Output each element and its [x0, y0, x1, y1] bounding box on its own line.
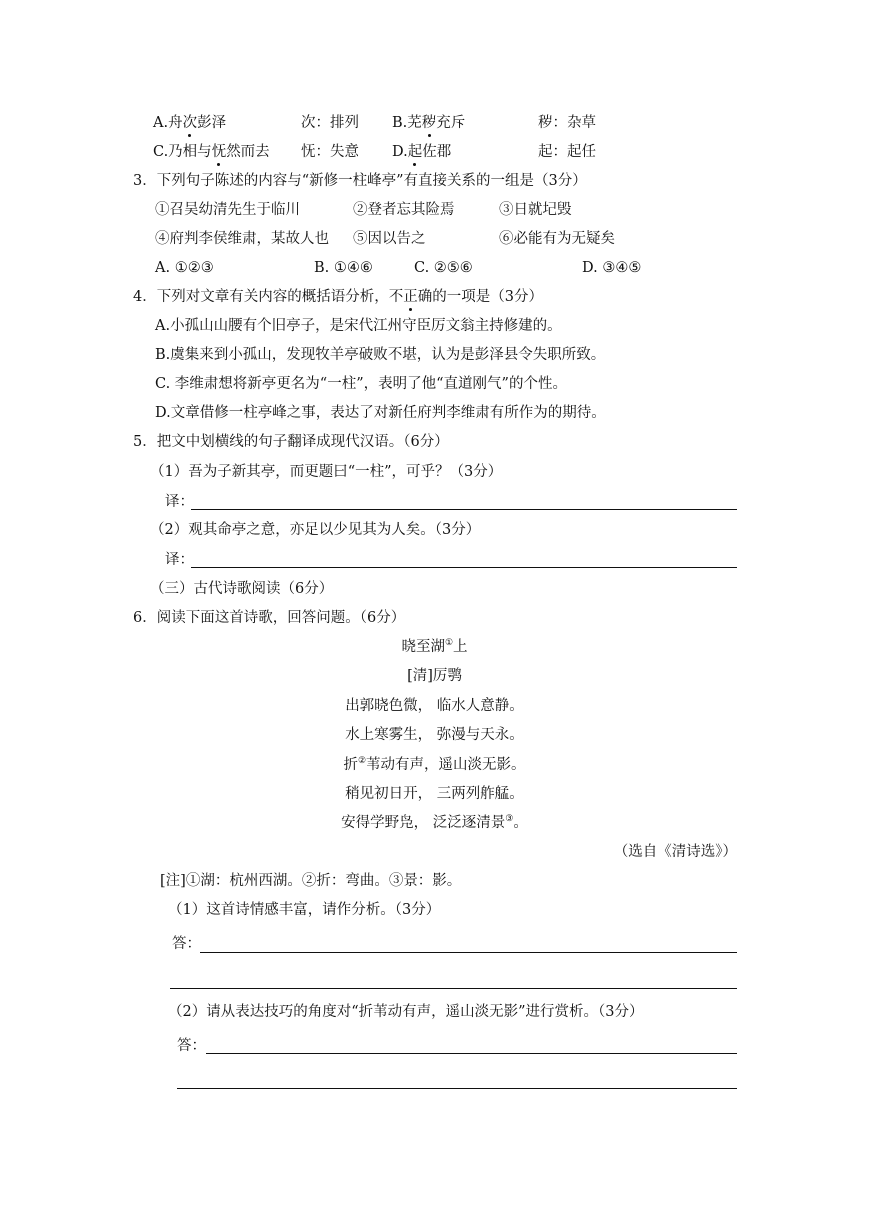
q2-option-b-gloss: 秽：杂草: [538, 115, 596, 131]
q4-stem: 4．下列对文章有关内容的概括语分析，不正确的一项是（3分）: [133, 289, 543, 305]
q5-answer-line-2[interactable]: [191, 567, 737, 568]
poem-title: 晓至湖①上: [401, 638, 468, 655]
q3-choice-c: C. ②⑤⑥: [414, 260, 473, 276]
q3-item-1: ①召吴幼清先生于临川: [155, 202, 300, 218]
q6-stem: 6．阅读下面这首诗歌，回答问题。（6分）: [133, 610, 406, 626]
q6-answer-line-1b[interactable]: [170, 988, 737, 989]
q2-option-a-gloss: 次：排列: [301, 115, 359, 131]
q5-answer-label-2: 译：: [165, 552, 194, 568]
q3-choice-a: A. ①②③: [155, 260, 214, 276]
poem-line-1: 出郭晓色微， 临水人意静。: [345, 698, 524, 714]
q6-answer-label-2: 答：: [177, 1038, 206, 1054]
q3-choice-b: B. ①④⑥: [314, 260, 373, 276]
q2-option-d: D.起佐郡: [392, 144, 452, 160]
poem-source: （选自《清诗选》）: [613, 844, 737, 860]
q3-item-5: ⑤因以告之: [353, 231, 426, 247]
poem-line-3: 折②苇动有声，遥山淡无影。: [343, 756, 526, 773]
q4-option-b: B.虞集来到小孤山，发现牧羊亭破败不堪，认为是彭泽县令失职所致。: [155, 347, 606, 363]
q6-sub2: （2）请从表达技巧的角度对“折苇动有声，遥山淡无影”进行赏析。（3分）: [168, 1004, 644, 1020]
q4-stem-emphasis: 不正确: [388, 289, 433, 305]
q4-option-c: C. 李维肃想将新亭更名为“一柱”，表明了他“直道刚气”的个性。: [155, 376, 567, 392]
q3-choice-d: D. ③④⑤: [582, 260, 642, 276]
poem-author: [清]厉鹗: [407, 668, 462, 684]
q6-answer-line-2a[interactable]: [206, 1053, 737, 1054]
q5-answer-line-1[interactable]: [191, 509, 737, 510]
q3-item-4: ④府判李侯维肃，某故人也: [155, 231, 329, 247]
poem-line-2: 水上寒雾生， 弥漫与天永。: [345, 727, 524, 743]
poem-line-5: 安得学野凫， 泛泛逐清景③。: [341, 814, 528, 831]
q2-option-c-gloss: 怃：失意: [301, 144, 359, 160]
q2-option-d-gloss: 起：起任: [538, 144, 596, 160]
q3-stem: 3．下列句子陈述的内容与“新修一柱峰亭”有直接关系的一组是（3分）: [133, 173, 587, 189]
q6-answer-line-1a[interactable]: [200, 952, 737, 953]
q5-sub1: （1）吾为子新其亭，而更题曰“一柱”，可乎？（3分）: [150, 464, 503, 480]
q2-option-c: C.乃相与怃然而去: [153, 144, 270, 160]
poem-line-4: 稍见初日开， 三两列舴艋。: [345, 786, 524, 802]
q5-sub2: （2）观其命亭之意，亦足以少见其为人矣。（3分）: [150, 522, 481, 538]
q4-option-d: D.文章借修一柱亭峰之事，表达了对新任府判李维肃有所作为的期待。: [155, 405, 606, 421]
section-3-heading: （三）古代诗歌阅读（6分）: [150, 581, 334, 597]
q2-option-a: A.舟次彭泽: [153, 115, 227, 131]
poem-notes: [注]①湖：杭州西湖。②折：弯曲。③景：影。: [160, 873, 462, 889]
q5-answer-label-1: 译：: [165, 494, 194, 510]
q6-answer-label-1: 答：: [172, 936, 201, 952]
q5-stem: 5．把文中划横线的句子翻译成现代汉语。（6分）: [133, 434, 449, 450]
q6-answer-line-2b[interactable]: [177, 1088, 737, 1089]
q6-sub1: （1）这首诗情感丰富，请作分析。（3分）: [168, 902, 441, 918]
q3-item-3: ③日就圮毁: [499, 202, 572, 218]
q3-item-2: ②登者忘其险焉: [353, 202, 455, 218]
q3-item-6: ⑥必能有为无疑矣: [499, 231, 615, 247]
q4-option-a: A.小孤山山腰有个旧亭子，是宋代江州守臣厉文翁主持修建的。: [155, 318, 562, 334]
q2-option-b: B.芜秽充斥: [392, 115, 466, 131]
